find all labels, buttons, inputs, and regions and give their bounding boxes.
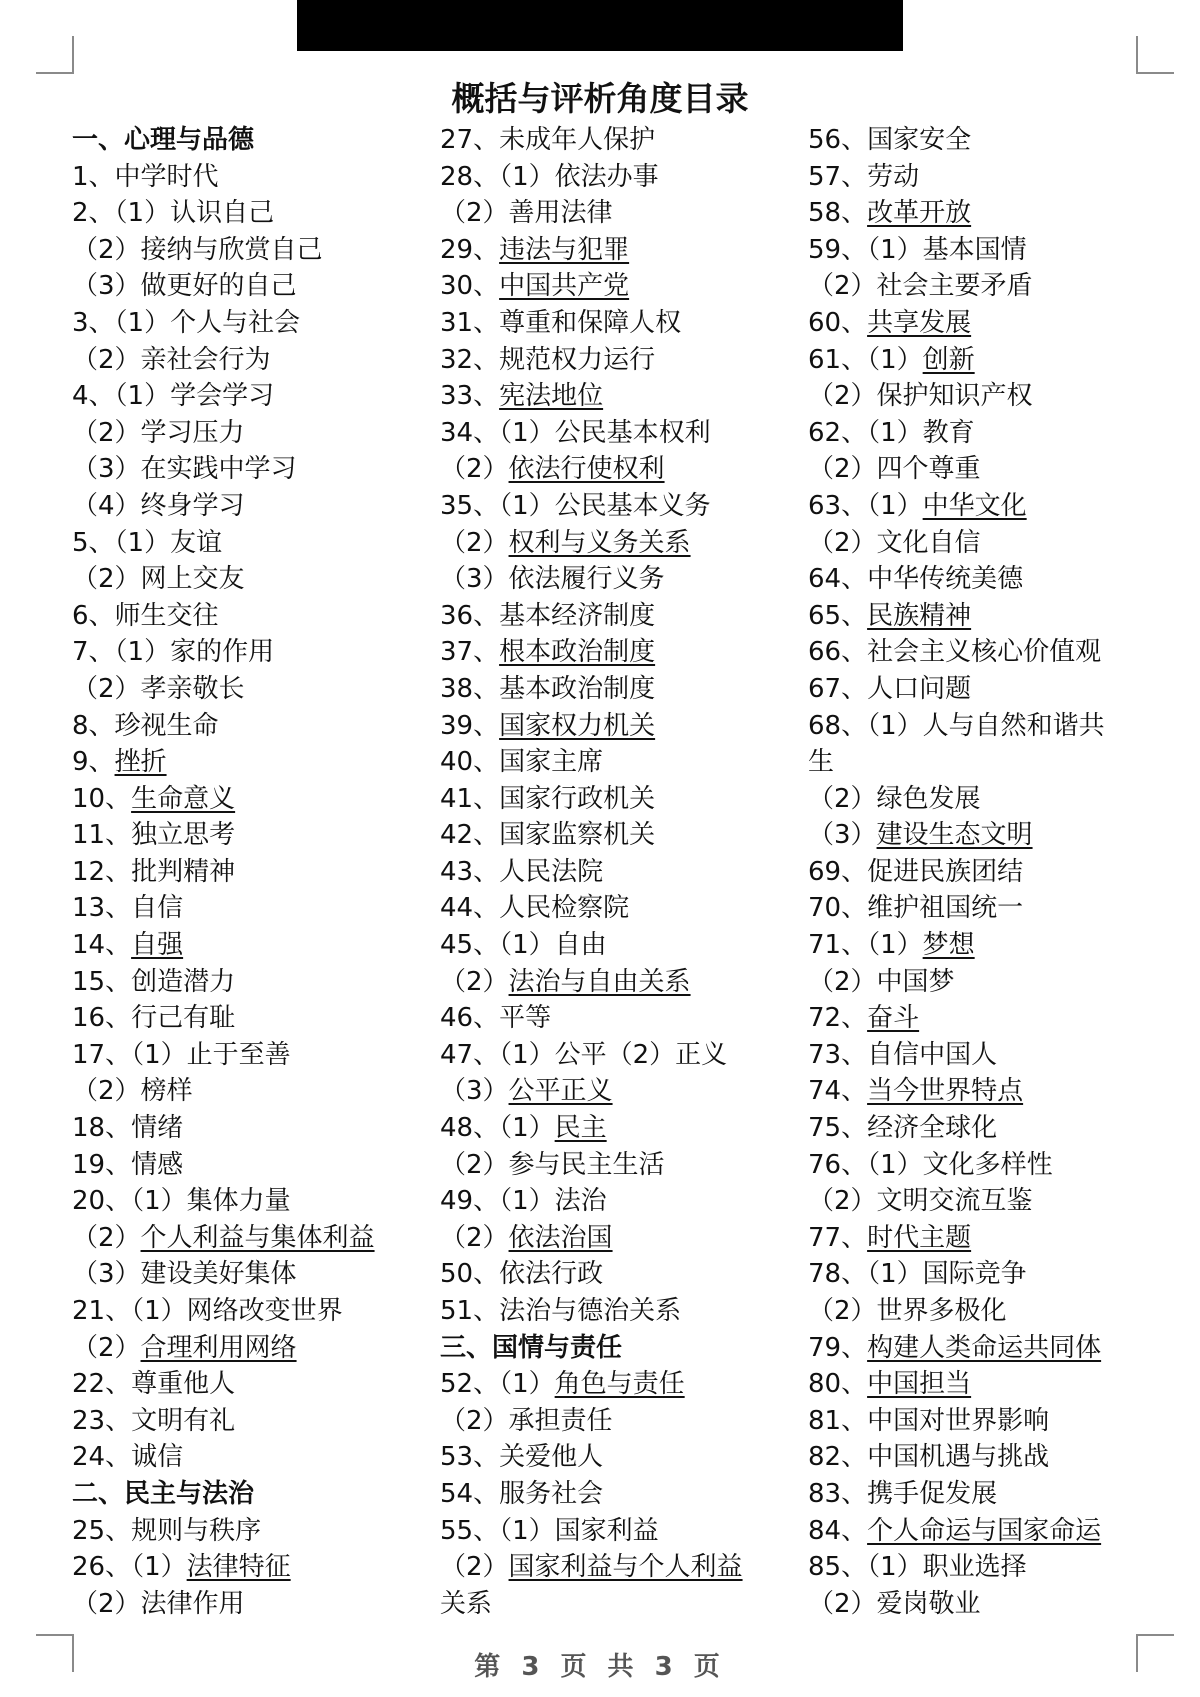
toc-item-text: （2）法律作用	[72, 1588, 245, 1619]
toc-item	[440, 634, 800, 671]
toc-item	[808, 159, 1148, 196]
toc-item	[808, 1403, 1148, 1440]
toc-item-number: 61、（1）	[808, 344, 923, 375]
toc-item-number: （2）	[440, 1222, 509, 1253]
toc-item	[808, 195, 1148, 232]
toc-item-number: 14、	[72, 930, 132, 961]
toc-item	[72, 598, 432, 635]
toc-item-number: 79、	[808, 1332, 868, 1363]
toc-item	[440, 1220, 800, 1257]
toc-item-text: 56、国家安全	[808, 125, 972, 155]
toc-item-text: 25、规则与秩序	[72, 1515, 262, 1546]
toc-item-underlined-text: 法律特征	[186, 1552, 291, 1583]
toc-item	[808, 1183, 1148, 1220]
toc-item	[72, 415, 432, 452]
toc-item	[72, 1000, 432, 1037]
toc-item	[440, 232, 800, 269]
toc-item-text: 36、基本经济制度	[440, 600, 656, 631]
toc-item	[808, 1549, 1148, 1586]
toc-item	[440, 1586, 800, 1623]
toc-item-text: 68、（1）人与自然和谐共	[808, 710, 1105, 741]
toc-item-text: 70、维护祖国统一	[808, 893, 1024, 924]
toc-item	[440, 890, 800, 927]
toc-item	[72, 378, 432, 415]
toc-item	[440, 415, 800, 452]
toc-item-text: 83、携手促发展	[808, 1478, 998, 1509]
toc-item-underlined-text: 民主	[554, 1113, 607, 1144]
toc-item-text: 生	[808, 747, 835, 778]
toc-item-text: （2）社会主要矛盾	[808, 271, 1033, 302]
toc-item	[72, 268, 432, 305]
toc-item	[72, 232, 432, 269]
toc-item	[808, 122, 1148, 159]
toc-item-text: （2）世界多极化	[808, 1296, 1007, 1326]
toc-item	[440, 708, 800, 745]
toc-item-text: 59、（1）基本国情	[808, 234, 1027, 265]
toc-item	[72, 671, 432, 708]
toc-item	[808, 1366, 1148, 1403]
toc-item	[440, 195, 800, 232]
toc-column-2	[440, 122, 800, 1622]
toc-item-text: 22、尊重他人	[72, 1369, 236, 1400]
toc-item-text: 43、人民法院	[440, 856, 604, 887]
toc-item-number: 39、	[440, 710, 500, 741]
toc-item	[72, 195, 432, 232]
toc-item-number: （3）	[440, 1076, 509, 1107]
toc-item-number: 9、	[72, 747, 115, 778]
toc-item	[440, 1293, 800, 1330]
toc-item-number: 48、（1）	[440, 1113, 555, 1144]
toc-item-text: 40、国家主席	[440, 747, 604, 778]
toc-item-number: 29、	[440, 234, 500, 265]
toc-item	[72, 1220, 432, 1257]
toc-item	[808, 890, 1148, 927]
toc-item	[440, 1513, 800, 1550]
toc-item	[72, 890, 432, 927]
toc-item-text: 关系	[440, 1588, 493, 1619]
toc-item-text: 50、依法行政	[440, 1259, 604, 1290]
toc-item-text: 24、诚信	[72, 1442, 184, 1473]
toc-item	[72, 159, 432, 196]
toc-item	[72, 488, 432, 525]
toc-item-underlined-text: 奋斗	[867, 1003, 920, 1034]
toc-item	[72, 342, 432, 379]
toc-item-underlined-text: 法治与自由关系	[508, 966, 691, 997]
toc-item-underlined-text: 建设生态文明	[876, 820, 1033, 851]
toc-item	[808, 268, 1148, 305]
toc-item-text: （2）网上交友	[72, 564, 245, 595]
toc-item-text: 75、经济全球化	[808, 1113, 998, 1144]
toc-item-number: 63、（1）	[808, 490, 923, 521]
toc-item-number: （2）	[72, 1332, 141, 1363]
toc-item-text: （4）终身学习	[72, 490, 245, 521]
toc-item-number: 26、（1）	[72, 1552, 187, 1583]
toc-item-underlined-text: 根本政治制度	[499, 637, 656, 668]
section-heading-text: 二、民主与法治	[72, 1478, 255, 1509]
toc-item-underlined-text: 公平正义	[508, 1076, 613, 1107]
toc-item	[72, 525, 432, 562]
toc-item-text: 76、（1）文化多样性	[808, 1149, 1053, 1180]
section-heading	[72, 1476, 432, 1513]
toc-item-text: 73、自信中国人	[808, 1039, 998, 1070]
toc-item-text: （2）善用法律	[440, 198, 613, 229]
toc-item-text: （2）爱岗敬业	[808, 1588, 981, 1619]
toc-item-underlined-text: 挫折	[114, 747, 167, 778]
toc-item-underlined-text: 权利与义务关系	[508, 527, 691, 558]
toc-item-text: 5、（1）友谊	[72, 527, 223, 558]
toc-item-number: （2）	[440, 966, 509, 997]
toc-item	[440, 525, 800, 562]
toc-item-underlined-text: 中国担当	[867, 1369, 972, 1400]
toc-item	[440, 488, 800, 525]
toc-item-text: 46、平等	[440, 1003, 552, 1034]
toc-item-text: 47、（1）公平（2）正义	[440, 1039, 728, 1070]
toc-item-text: 6、师生交往	[72, 600, 219, 631]
toc-item	[440, 561, 800, 598]
toc-item	[440, 1549, 800, 1586]
toc-item	[440, 1000, 800, 1037]
toc-item-number: 65、	[808, 600, 868, 631]
toc-item	[808, 232, 1148, 269]
toc-item	[808, 415, 1148, 452]
toc-item	[440, 817, 800, 854]
toc-item-text: 51、法治与德治关系	[440, 1296, 682, 1326]
toc-item	[72, 927, 432, 964]
toc-item-text: （3）建设美好集体	[72, 1259, 297, 1290]
toc-item	[440, 854, 800, 891]
toc-item	[440, 268, 800, 305]
toc-item	[440, 1476, 800, 1513]
toc-item	[440, 1037, 800, 1074]
toc-item	[808, 708, 1148, 745]
toc-item	[808, 744, 1148, 781]
toc-item	[808, 1037, 1148, 1074]
toc-item-text: （2）参与民主生活	[440, 1149, 665, 1180]
page-number: 第 3 页 共 3 页	[474, 1652, 726, 1682]
toc-item	[440, 1366, 800, 1403]
toc-item-text: 82、中国机遇与挑战	[808, 1442, 1050, 1473]
toc-item	[440, 1439, 800, 1476]
toc-item-text: （3）依法履行义务	[440, 564, 665, 595]
toc-item-text: （2）榜样	[72, 1076, 193, 1107]
toc-item	[440, 1110, 800, 1147]
toc-item-text: 35、（1）公民基本义务	[440, 490, 711, 521]
toc-item-text: 16、行己有耻	[72, 1003, 236, 1034]
toc-item-text: 11、独立思考	[72, 820, 236, 851]
toc-item-text: 49、（1）法治	[440, 1186, 607, 1217]
crop-mark-top-right	[1136, 36, 1174, 74]
toc-item-text: （2）保护知识产权	[808, 381, 1033, 412]
toc-item	[808, 451, 1148, 488]
toc-item-underlined-text: 依法治国	[508, 1222, 613, 1253]
toc-item-text: 8、珍视生命	[72, 710, 219, 741]
toc-item-text: （2）四个尊重	[808, 454, 981, 485]
toc-item	[440, 671, 800, 708]
toc-item	[808, 1476, 1148, 1513]
toc-item	[72, 1366, 432, 1403]
toc-item	[72, 781, 432, 818]
toc-item-text: 1、中学时代	[72, 161, 219, 192]
toc-item-text: 38、基本政治制度	[440, 673, 656, 704]
toc-item-text: 54、服务社会	[440, 1478, 604, 1509]
toc-item	[808, 1439, 1148, 1476]
toc-item-underlined-text: 中国共产党	[499, 271, 630, 302]
toc-item	[808, 1330, 1148, 1367]
toc-item	[440, 122, 800, 159]
toc-item	[72, 1037, 432, 1074]
toc-item-text: 23、文明有礼	[72, 1405, 236, 1436]
toc-item-number: 60、	[808, 307, 868, 338]
toc-item	[440, 305, 800, 342]
toc-item-text: 15、创造潜力	[72, 966, 236, 997]
toc-item	[808, 1147, 1148, 1184]
toc-item-text: 81、中国对世界影响	[808, 1405, 1050, 1436]
toc-item-text: 19、情感	[72, 1149, 184, 1180]
toc-item	[72, 1147, 432, 1184]
toc-item-underlined-text: 国家权力机关	[499, 710, 656, 741]
toc-item-underlined-text: 改革开放	[867, 198, 972, 229]
toc-item	[440, 378, 800, 415]
toc-item-text: 27、未成年人保护	[440, 125, 656, 155]
toc-item-underlined-text: 自强	[131, 930, 184, 961]
toc-item	[808, 1293, 1148, 1330]
toc-item-number: 84、	[808, 1515, 868, 1546]
toc-item-text: 21、（1）网络改变世界	[72, 1296, 343, 1326]
toc-item-underlined-text: 民族精神	[867, 600, 972, 631]
toc-item-number: 77、	[808, 1222, 868, 1253]
toc-item-underlined-text: 时代主题	[867, 1222, 972, 1253]
toc-item	[440, 927, 800, 964]
toc-item-text: 3、（1）个人与社会	[72, 307, 301, 338]
toc-item-text: （2）孝亲敬长	[72, 673, 245, 704]
section-heading-text: 一、心理与品德	[72, 125, 255, 155]
toc-item	[808, 1000, 1148, 1037]
toc-item	[440, 1403, 800, 1440]
toc-item-underlined-text: 中华文化	[922, 490, 1027, 521]
toc-item-text: 78、（1）国际竞争	[808, 1259, 1027, 1290]
toc-item	[72, 634, 432, 671]
toc-item-underlined-text: 当今世界特点	[867, 1076, 1024, 1107]
toc-item	[808, 561, 1148, 598]
toc-item-text: 32、规范权力运行	[440, 344, 656, 375]
toc-item-text: 45、（1）自由	[440, 930, 607, 961]
toc-item-text: （2）绿色发展	[808, 783, 981, 814]
toc-item	[808, 634, 1148, 671]
toc-item	[808, 671, 1148, 708]
toc-item	[72, 561, 432, 598]
toc-item-text: 53、关爱他人	[440, 1442, 604, 1473]
toc-item	[440, 159, 800, 196]
toc-item-underlined-text: 国家利益与个人利益	[508, 1552, 743, 1583]
toc-item	[808, 378, 1148, 415]
toc-item	[72, 708, 432, 745]
toc-item	[808, 1513, 1148, 1550]
toc-item	[72, 1403, 432, 1440]
toc-item-text: 44、人民检察院	[440, 893, 630, 924]
toc-item	[808, 342, 1148, 379]
toc-item-text: 42、国家监察机关	[440, 820, 656, 851]
toc-item	[72, 451, 432, 488]
toc-item	[72, 1330, 432, 1367]
toc-item-text: 69、促进民族团结	[808, 856, 1024, 887]
toc-item-text: 4、（1）学会学习	[72, 381, 275, 412]
toc-item	[808, 854, 1148, 891]
toc-item	[808, 1073, 1148, 1110]
toc-item	[808, 964, 1148, 1001]
toc-item-underlined-text: 个人命运与国家命运	[867, 1515, 1102, 1546]
toc-item-text: 20、（1）集体力量	[72, 1186, 291, 1217]
toc-item-text: 7、（1）家的作用	[72, 637, 275, 668]
toc-item-text: 18、情绪	[72, 1113, 184, 1144]
toc-item	[440, 451, 800, 488]
toc-item	[72, 1293, 432, 1330]
toc-item-text: 17、（1）止于至善	[72, 1039, 291, 1070]
toc-column-3	[808, 122, 1148, 1622]
toc-item	[72, 305, 432, 342]
toc-item	[808, 1110, 1148, 1147]
section-heading	[72, 122, 432, 159]
toc-item-text: （2）文化自信	[808, 527, 981, 558]
toc-item-text: 2、（1）认识自己	[72, 198, 275, 229]
toc-item	[808, 781, 1148, 818]
section-heading-text: 三、国情与责任	[440, 1332, 623, 1363]
toc-item-number: 71、（1）	[808, 930, 923, 961]
toc-item-number: （2）	[440, 527, 509, 558]
toc-item-text: （2）接纳与欣赏自己	[72, 234, 323, 265]
toc-item	[808, 1586, 1148, 1623]
toc-item-text: 41、国家行政机关	[440, 783, 656, 814]
toc-item-number: 72、	[808, 1003, 868, 1034]
toc-item-text: 13、自信	[72, 893, 184, 924]
toc-item-underlined-text: 宪法地位	[499, 381, 604, 412]
toc-item	[72, 1110, 432, 1147]
toc-item-number: 10、	[72, 783, 132, 814]
toc-item-underlined-text: 合理利用网络	[140, 1332, 297, 1363]
toc-item-number: （2）	[440, 454, 509, 485]
toc-item-text: 31、尊重和保障人权	[440, 307, 682, 338]
toc-item-underlined-text: 违法与犯罪	[499, 234, 630, 265]
toc-item	[72, 1256, 432, 1293]
toc-item	[440, 1183, 800, 1220]
toc-item-text: 57、劳动	[808, 161, 920, 192]
toc-item	[72, 1439, 432, 1476]
toc-item	[440, 1256, 800, 1293]
page-title: 概括与评析角度目录	[451, 79, 749, 118]
toc-item	[72, 1183, 432, 1220]
toc-item	[72, 744, 432, 781]
toc-item-text: 34、（1）公民基本权利	[440, 417, 711, 448]
toc-item	[440, 744, 800, 781]
toc-item	[808, 305, 1148, 342]
section-heading	[440, 1330, 800, 1367]
toc-item	[808, 817, 1148, 854]
toc-item-text: 67、人口问题	[808, 673, 972, 704]
toc-item	[440, 1147, 800, 1184]
toc-item-number: 58、	[808, 198, 868, 229]
redaction-bar	[297, 0, 903, 51]
toc-item-text: （3）在实践中学习	[72, 454, 297, 485]
toc-item-text: 55、（1）国家利益	[440, 1515, 659, 1546]
toc-item-underlined-text: 共享发展	[867, 307, 972, 338]
toc-item-number: 52、（1）	[440, 1369, 555, 1400]
toc-item-underlined-text: 个人利益与集体利益	[140, 1222, 375, 1253]
toc-column-1	[72, 122, 432, 1622]
toc-item-text: （2）亲社会行为	[72, 344, 271, 375]
toc-item-text: 12、批判精神	[72, 856, 236, 887]
toc-item-underlined-text: 生命意义	[131, 783, 236, 814]
toc-item	[440, 964, 800, 1001]
toc-item	[808, 525, 1148, 562]
toc-item-text: （2）中国梦	[808, 966, 955, 997]
toc-item-text: 28、（1）依法办事	[440, 161, 659, 192]
toc-item-text: 62、（1）教育	[808, 417, 975, 448]
toc-item-text: （2）承担责任	[440, 1405, 613, 1436]
toc-item-text: 85、（1）职业选择	[808, 1552, 1027, 1583]
toc-item	[72, 1513, 432, 1550]
toc-item	[72, 1549, 432, 1586]
toc-item-number: （3）	[808, 820, 877, 851]
toc-item-number: 30、	[440, 271, 500, 302]
toc-item	[72, 817, 432, 854]
toc-item-text: （3）做更好的自己	[72, 271, 297, 302]
toc-item-number: （2）	[72, 1222, 141, 1253]
toc-item	[440, 598, 800, 635]
toc-item	[72, 964, 432, 1001]
toc-item	[808, 927, 1148, 964]
crop-mark-top-left	[36, 36, 74, 74]
toc-item	[440, 342, 800, 379]
toc-item	[72, 1073, 432, 1110]
toc-item-text: 64、中华传统美德	[808, 564, 1024, 595]
toc-item	[808, 598, 1148, 635]
toc-item-number: 74、	[808, 1076, 868, 1107]
toc-item-underlined-text: 角色与责任	[554, 1369, 685, 1400]
toc-item-underlined-text: 创新	[922, 344, 975, 375]
toc-item-number: 33、	[440, 381, 500, 412]
toc-item	[808, 1220, 1148, 1257]
toc-item-number: 80、	[808, 1369, 868, 1400]
toc-item-text: 66、社会主义核心价值观	[808, 637, 1102, 668]
toc-item	[72, 854, 432, 891]
toc-item-text: （2）文明交流互鉴	[808, 1186, 1033, 1217]
toc-item-number: 37、	[440, 637, 500, 668]
toc-item-underlined-text: 梦想	[922, 930, 975, 961]
toc-item	[808, 1256, 1148, 1293]
toc-item-text: （2）学习压力	[72, 417, 245, 448]
toc-item	[808, 488, 1148, 525]
toc-item-underlined-text: 依法行使权利	[508, 454, 665, 485]
toc-item-number: （2）	[440, 1552, 509, 1583]
toc-item-underlined-text: 构建人类命运共同体	[867, 1332, 1102, 1363]
toc-item	[440, 781, 800, 818]
toc-item	[440, 1073, 800, 1110]
toc-item	[72, 1586, 432, 1623]
